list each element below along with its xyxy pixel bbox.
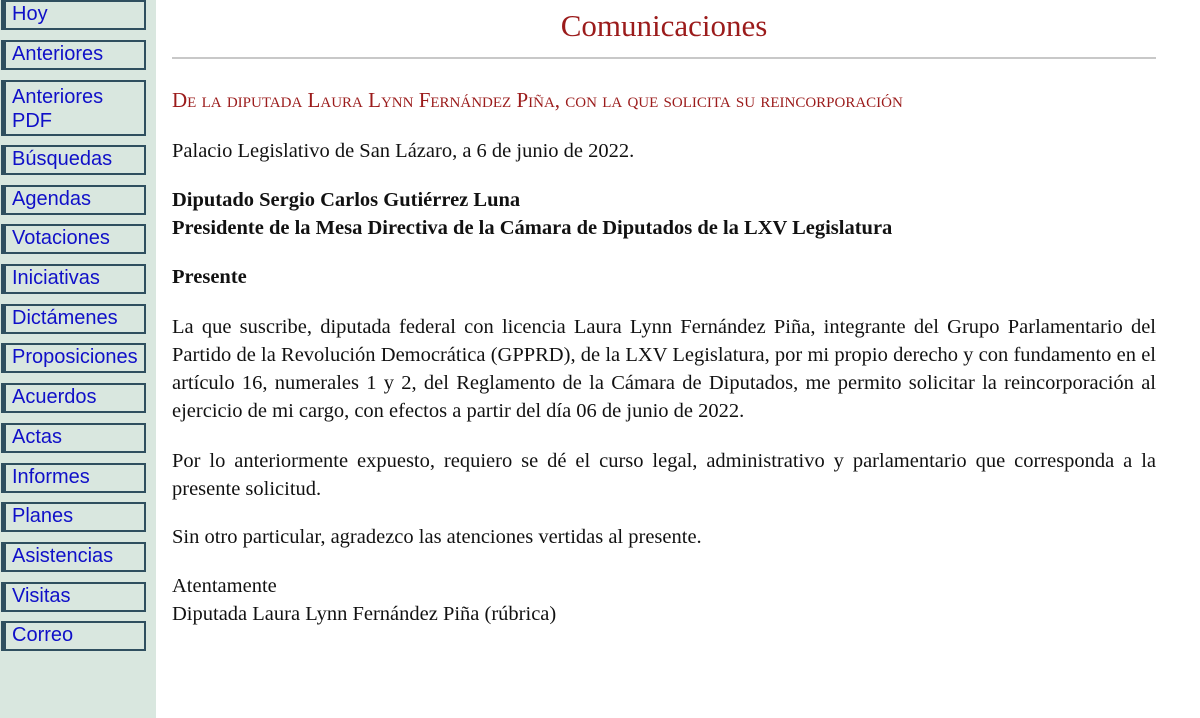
nav-item-visitas[interactable]: Visitas	[1, 582, 146, 612]
sidebar-nav	[0, 0, 156, 718]
nav-item-hoy[interactable]: Hoy	[1, 0, 146, 30]
paragraph-3: Sin otro particular, agradezco las atenciones vertidas al presente.	[172, 526, 702, 548]
nav-item-asistencias[interactable]: Asistencias	[1, 542, 146, 572]
recipient-title: Presidente de la Mesa Directiva de la Cámara de Diputados de la LXV Legislatura	[172, 217, 893, 239]
nav-item-actas[interactable]: Actas	[1, 423, 146, 453]
nav-item-anteriores-pdf[interactable]: Anteriores PDF	[1, 80, 146, 136]
title-divider	[172, 57, 1156, 59]
nav-item-correo[interactable]: Correo	[1, 621, 146, 651]
recipient-name: Diputado Sergio Carlos Gutiérrez Luna	[172, 189, 521, 211]
place-date: Palacio Legislativo de San Lázaro, a 6 de junio de 2022.	[172, 140, 635, 162]
nav-item-busquedas[interactable]: Búsquedas	[1, 145, 146, 175]
nav-item-anteriores[interactable]: Anteriores	[1, 40, 146, 70]
nav-item-informes[interactable]: Informes	[1, 463, 146, 493]
nav-item-planes[interactable]: Planes	[1, 502, 146, 532]
signature: Diputada Laura Lynn Fernández Piña (rúbrica)	[172, 603, 557, 625]
nav-item-votaciones[interactable]: Votaciones	[1, 224, 146, 254]
nav-item-proposiciones[interactable]: Proposiciones	[1, 343, 146, 373]
nav-item-acuerdos[interactable]: Acuerdos	[1, 383, 146, 413]
nav-item-dictamenes[interactable]: Dictámenes	[1, 304, 146, 334]
document-subject: De la diputada Laura Lynn Fernández Piña, con la que solicita su reincorporación	[172, 88, 903, 112]
paragraph-1: La que suscribe, diputada federal con licencia Laura Lynn Fernández Piña, integrante del Grupo Parlamentario del Partido de la Revolución Democrática (GPPRD), de la LXV Legislatura, por mi propio derecho y con fundamento en el artículo 16, numerales 1 y 2, del Reglamento de la Cámara de Diputados, me permito solicitar la reincorporación al ejercicio de mi cargo, con efectos a partir del día 06 de junio de 2022.	[172, 316, 1156, 422]
page-title: Comunicaciones	[560, 8, 768, 43]
nav-item-agendas[interactable]: Agendas	[1, 185, 146, 215]
closing: Atentamente	[172, 575, 277, 597]
paragraph-2: Por lo anteriormente expuesto, requiero se dé el curso legal, administrativo y parlamentario que corresponda a la presente solicitud.	[172, 450, 1156, 500]
nav-item-iniciativas[interactable]: Iniciativas	[1, 264, 146, 294]
greeting: Presente	[172, 266, 247, 288]
